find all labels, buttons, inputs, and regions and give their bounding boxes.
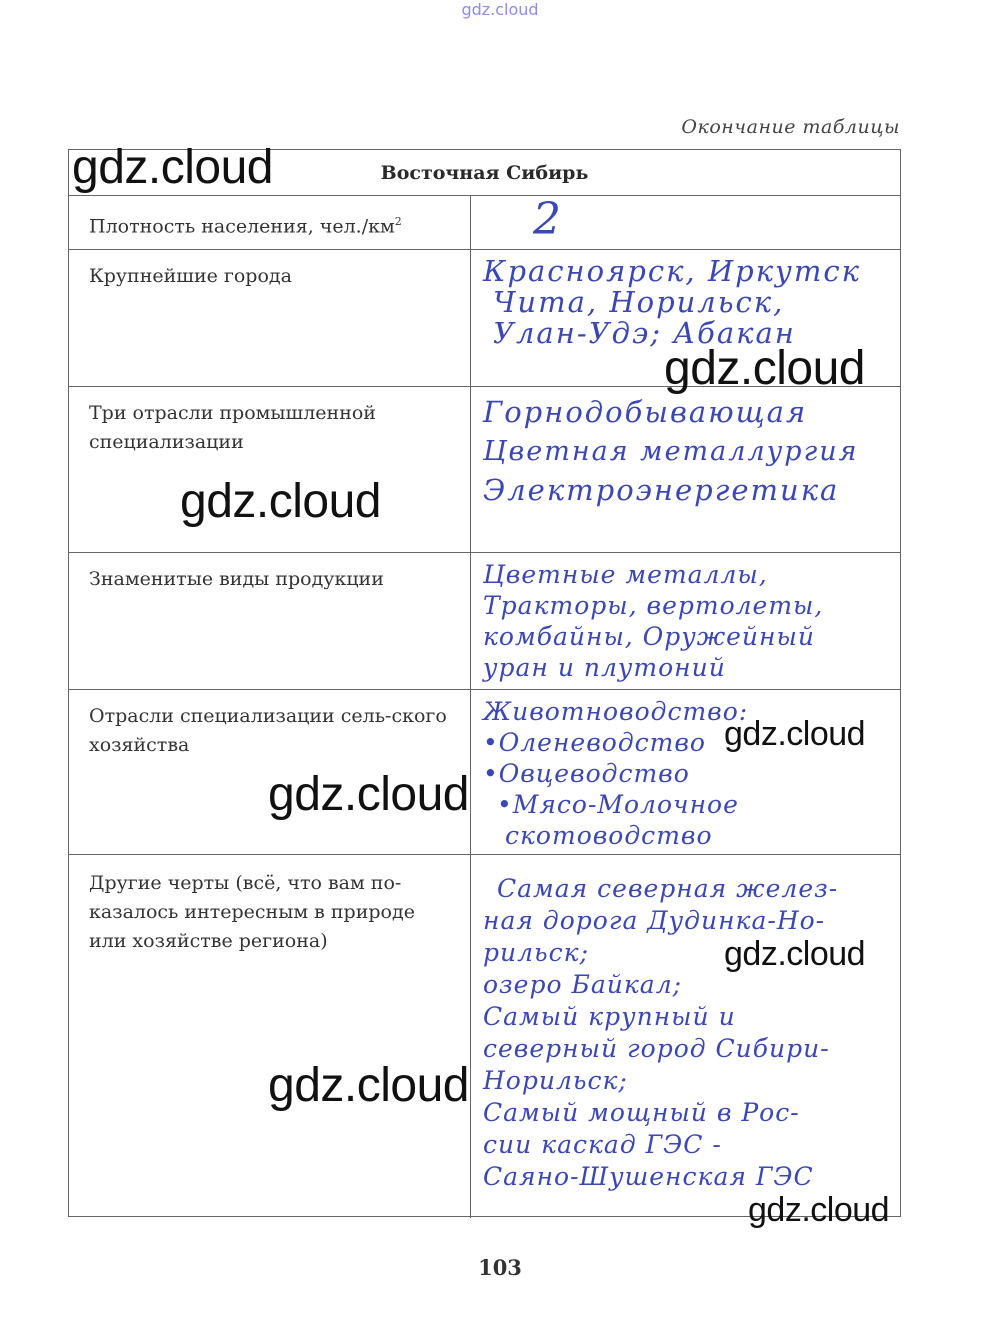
watermark-overlay: gdz.cloud bbox=[724, 715, 866, 753]
row-question bbox=[69, 196, 471, 249]
answer-line: Чита, Норильск, bbox=[493, 285, 785, 319]
answer-line: Улан-Удэ; Абакан bbox=[493, 316, 796, 350]
answer-line: скотоводство bbox=[505, 821, 713, 850]
answer-line: 2 bbox=[533, 196, 563, 245]
watermark-overlay: gdz.cloud bbox=[180, 475, 381, 528]
answer-line: сии каскад ГЭС - bbox=[483, 1130, 722, 1159]
answer-line: рильск; bbox=[483, 938, 589, 967]
density-unit-sup: 2 bbox=[394, 215, 402, 228]
table-row-products bbox=[69, 553, 900, 690]
watermark-overlay: gdz.cloud bbox=[72, 141, 273, 194]
answer-line: Саяно-Шушенская ГЭС bbox=[483, 1162, 814, 1191]
answer-line: комбайны, Оружейный bbox=[483, 622, 815, 651]
density-label: Плотность населения, чел./км bbox=[89, 215, 395, 238]
answer-line: уран и плутоний bbox=[483, 653, 726, 682]
answer-line: •Мясо-Молочное bbox=[497, 790, 739, 819]
row-answer bbox=[471, 553, 900, 689]
row-question: Знаменитые виды продукции bbox=[69, 553, 471, 689]
watermark-overlay: gdz.cloud bbox=[724, 935, 866, 973]
watermark-overlay: gdz.cloud bbox=[268, 768, 469, 821]
row-question: Отрасли специализации сель-ского хозяйства bbox=[69, 690, 471, 854]
answer-line: •Оленеводство bbox=[483, 728, 706, 757]
answer-line: северный город Сибири- bbox=[483, 1034, 830, 1063]
row-question: Другие черты (всё, что вам по-казалось интересным в природе или хозяйстве региона) bbox=[69, 855, 471, 1218]
top-watermark: gdz.cloud bbox=[461, 0, 539, 19]
answer-line: Горнодобывающая bbox=[483, 395, 808, 429]
table-row-other bbox=[69, 855, 900, 1218]
answer-line: Самый мощный в Рос- bbox=[483, 1098, 800, 1127]
answer-line: Животноводство: bbox=[483, 697, 749, 726]
table-row-density bbox=[69, 196, 900, 250]
row-answer bbox=[471, 387, 900, 552]
answer-line: Самый крупный и bbox=[483, 1002, 736, 1031]
answer-line: Норильск; bbox=[483, 1066, 628, 1095]
answer-line: Самая северная желез- bbox=[497, 874, 839, 903]
answer-line: Электроэнергетика bbox=[483, 473, 840, 507]
answer-line: Цветные металлы, bbox=[483, 560, 768, 589]
answer-line: Красноярск, Иркутск bbox=[483, 254, 861, 288]
row-answer bbox=[471, 196, 900, 249]
answer-line: Цветная металлургия bbox=[483, 436, 859, 467]
answer-line: Тракторы, вертолеты, bbox=[483, 591, 824, 620]
row-question: Три отрасли промышленной специализации bbox=[69, 387, 471, 552]
page-number: 103 bbox=[478, 1255, 522, 1280]
watermark-overlay: gdz.cloud bbox=[268, 1059, 469, 1112]
table-title: Восточная Сибирь bbox=[69, 150, 900, 196]
answer-line: •Овцеводство bbox=[483, 759, 690, 788]
watermark-overlay: gdz.cloud bbox=[748, 1191, 890, 1229]
table-caption: Окончание таблицы bbox=[681, 116, 900, 138]
row-question: Крупнейшие города bbox=[69, 250, 471, 386]
worksheet-table bbox=[68, 149, 901, 1217]
row-answer bbox=[471, 855, 900, 1218]
watermark-overlay: gdz.cloud bbox=[664, 342, 865, 395]
answer-line: озеро Байкал; bbox=[483, 970, 683, 999]
answer-line: ная дорога Дудинка-Но- bbox=[483, 906, 826, 935]
